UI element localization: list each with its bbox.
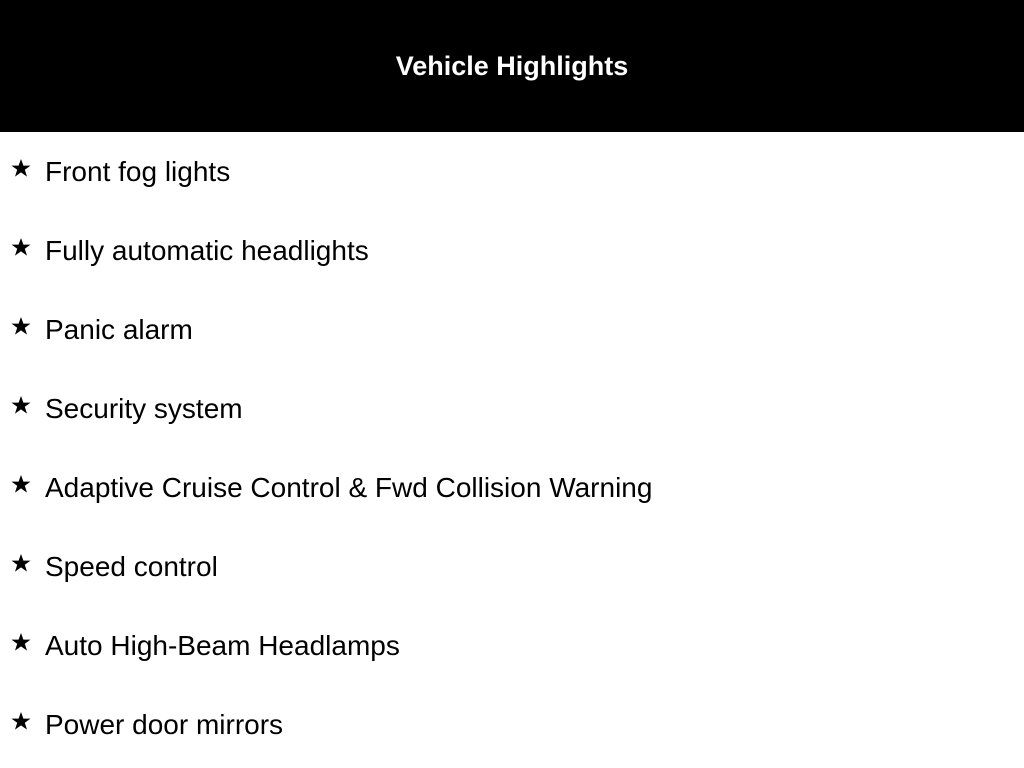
star-icon (11, 158, 31, 178)
list-item-label: Panic alarm (45, 314, 193, 345)
list-item (0, 468, 1024, 508)
star-icon (11, 237, 31, 257)
page-title: Vehicle Highlights (395, 50, 629, 81)
list-item-label: Speed control (45, 551, 218, 582)
list-item-label: Auto High-Beam Headlamps (45, 630, 400, 661)
star-icon (11, 711, 31, 731)
list-item (0, 547, 1024, 587)
star-icon (11, 632, 31, 652)
list-item-label: Front fog lights (45, 156, 231, 187)
list-item (0, 231, 1024, 271)
star-icon (11, 474, 31, 494)
list-item (0, 705, 1024, 745)
list-item (0, 152, 1024, 192)
list-item (0, 389, 1024, 429)
star-icon (11, 553, 31, 573)
star-icon (11, 316, 31, 336)
list-item-label: Power door mirrors (45, 709, 284, 740)
list-item (0, 626, 1024, 666)
page-header (0, 0, 1024, 132)
list-item-label: Security system (45, 393, 243, 424)
list-item-label: Adaptive Cruise Control & Fwd Collision Warning (45, 472, 653, 503)
star-icon (11, 395, 31, 415)
list-item-label: Fully automatic headlights (45, 235, 369, 266)
list-item (0, 310, 1024, 350)
